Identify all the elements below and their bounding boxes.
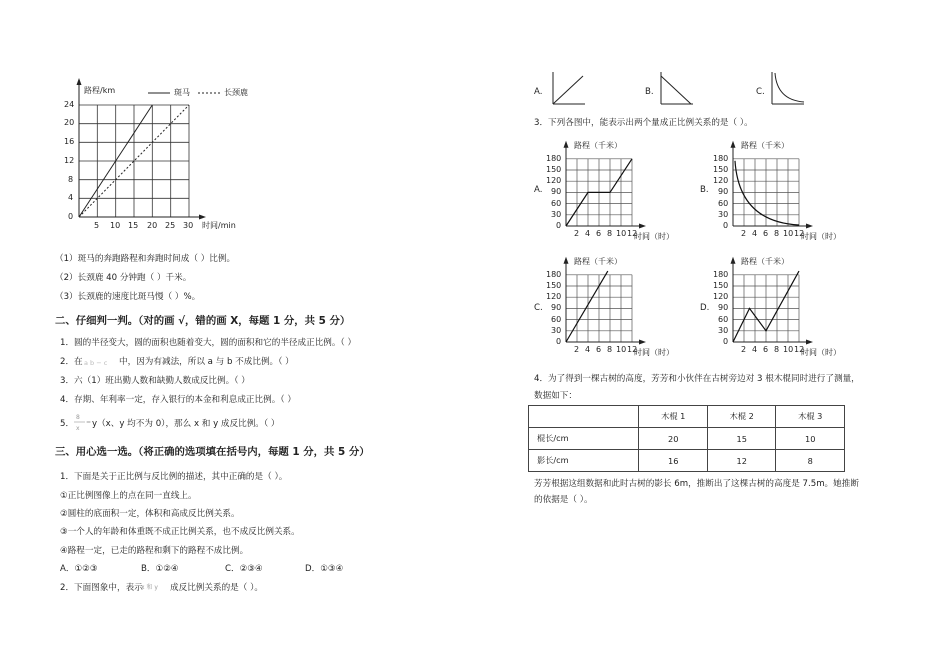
table-cell [529, 406, 639, 428]
graph-ytick: 30 [551, 209, 562, 219]
graph-xtick: 2 [741, 345, 747, 354]
graph-ytick: 90 [718, 303, 729, 313]
graph-xtick: 8 [607, 345, 613, 354]
choice-q1-stmt4: ④路程一定，已走的路程和剩下的路程不成比例。 [60, 546, 249, 556]
q4-line2: 数据如下： [534, 391, 577, 401]
judge-item-4: 4．存期、年利率一定，存入银行的本金和利息成正比例。（ ） [60, 395, 296, 405]
graph-xtick: 8 [774, 345, 780, 354]
graph-ytick: 150 [546, 281, 562, 290]
choice-q1-stmt2: ②圆柱的底面积一定，体积和高成反比例关系。 [60, 509, 240, 519]
graph-ytick: 90 [551, 303, 562, 313]
ytick-label: 20 [64, 118, 75, 127]
graph-ytick: 120 [713, 292, 729, 302]
q4-line1: 4．为了得到一棵古树的高度，芳芳和小伙伴在古树旁边对 3 根木棍同时进行了测量， [534, 374, 860, 384]
graph-ytick: 180 [546, 269, 562, 279]
graph-xlabel: 时间（时） [634, 348, 674, 357]
graph-xtick: 2 [574, 345, 580, 354]
q1-sub3: （3）长颈鹿的速度比斑马慢（ ）%。 [55, 292, 201, 302]
graph-ytick: 60 [718, 198, 729, 208]
table-cell: 影长/cm [529, 450, 639, 472]
svg-text:x: x [76, 425, 80, 432]
legend-giraffe-label: 长颈鹿 [224, 88, 248, 97]
judge-item-1: 1．圆的半径变大，圆的面积也随着变大，圆的面积和它的半径成正比例。（ ） [60, 338, 357, 348]
section2-title: 二、仔细判一判。（对的画 √，错的画 X，每题 1 分，共 5 分） [55, 315, 351, 327]
graph-letter-1: B. [700, 185, 709, 195]
graph-xtick: 10 [783, 229, 794, 238]
choice-q2a: 2．下面图象中，表示 [60, 583, 143, 593]
graph-xtick: 6 [596, 229, 602, 238]
table-cell: 20 [639, 428, 708, 450]
graph-xtick: 12 [627, 345, 638, 354]
graph-xtick: 12 [794, 229, 805, 238]
graph-title: 路程（千米） [574, 140, 622, 150]
graph-ytick: 30 [718, 209, 729, 219]
graph-title: 路程（千米） [574, 256, 622, 266]
svg-text:a b − c: a b − c [84, 359, 108, 367]
choice-option-b: B．①②④ [141, 564, 179, 574]
ytick-label: 4 [68, 193, 74, 202]
graph-xtick: 4 [752, 345, 758, 354]
graph-ytick: 150 [713, 165, 729, 174]
choice-q1-stmt1: ①正比例图像上的点在同一直线上。 [60, 491, 197, 501]
xtick-label: 20 [147, 221, 158, 230]
graph-xtick: 10 [616, 229, 627, 238]
graph-letter-0: A. [534, 185, 543, 195]
graph-xlabel: 时间（时） [801, 348, 841, 357]
table-row [529, 428, 845, 450]
table-row [529, 406, 845, 428]
table-cell: 棍长/cm [529, 428, 639, 450]
choice-option-d: D．①③④ [305, 564, 344, 574]
graph-xlabel: 时间（时） [634, 232, 674, 241]
graph-ytick: 90 [718, 187, 729, 197]
graph-ytick: 150 [713, 281, 729, 290]
graph-title: 路程（千米） [741, 140, 789, 150]
chart-xlabel: 时间/min [202, 221, 236, 230]
judge-item-5b: y（x、y 均不为 0），那么 x 和 y 成反比例。（ ） [92, 419, 280, 429]
choice-q1: 1．下面是关于正比例与反比例的描述，其中正确的是（ ）。 [60, 472, 288, 482]
ytick-label: 8 [68, 175, 74, 184]
graph-xtick: 10 [783, 345, 794, 354]
graph-xtick: 6 [763, 229, 769, 238]
choice-q1-stmt3: ③一个人的年龄和体重既不成正比例关系，也不成反比例关系。 [60, 527, 300, 537]
graph-xtick: 8 [607, 229, 613, 238]
graph-ytick: 0 [556, 337, 562, 346]
graph-ytick: 0 [556, 221, 562, 230]
graph-ytick: 0 [723, 221, 729, 230]
option-a-label: A. [534, 87, 543, 97]
graph-xtick: 6 [763, 345, 769, 354]
table-row [529, 450, 845, 472]
option-c-label: C. [756, 87, 765, 97]
q1-sub1: （1）斑马的奔跑路程和奔跑时间成（ ）比例。 [55, 254, 236, 264]
xtick-label: 15 [128, 221, 139, 230]
choice-q3: 3．下列各图中，能表示出两个量成正比例关系的是（ ）。 [534, 118, 753, 128]
choice-option-a: A．①②③ [60, 564, 98, 574]
judge-item-3: 3．六（1）班出勤人数和缺勤人数成反比例。（ ） [60, 376, 250, 386]
option-b-label: B. [645, 87, 654, 97]
graph-xlabel: 时间（时） [801, 232, 841, 241]
ytick-label: 16 [64, 137, 75, 146]
ytick-label: 24 [64, 100, 75, 109]
table-cell: 15 [707, 428, 776, 450]
ytick-label: 12 [64, 156, 75, 165]
table-header: 木棍 3 [776, 406, 845, 428]
chart-ylabel: 路程/km [84, 86, 116, 95]
svg-text:x 和 y: x 和 y [141, 584, 158, 591]
svg-text:=: = [86, 419, 92, 426]
svg-text:8: 8 [76, 414, 80, 421]
judge-item-5a: 5． [60, 419, 75, 429]
graph-xtick: 6 [596, 345, 602, 354]
judge-item-2a: 2．在 [60, 357, 83, 367]
graph-ytick: 180 [713, 269, 729, 279]
graph-letter-2: C. [534, 303, 543, 313]
graph-ytick: 0 [723, 337, 729, 346]
graph-ytick: 30 [551, 325, 562, 335]
table-header: 木棍 2 [707, 406, 776, 428]
q4-line3: 芳芳根据这组数据和此时古树的影长 6m，推断出了这棵古树的高度是 7.5m。她推断 [534, 479, 859, 489]
xtick-label: 10 [110, 221, 121, 230]
q4-line4: 的依据是（ ）。 [534, 495, 593, 505]
graph-xtick: 2 [741, 229, 747, 238]
legend-zebra-label: 斑马 [174, 88, 190, 97]
choice-option-c: C．②③④ [225, 564, 263, 574]
graph-title: 路程（千米） [741, 256, 789, 266]
xtick-label: 30 [183, 221, 194, 230]
graph-xtick: 4 [752, 229, 758, 238]
graph-ytick: 60 [551, 198, 562, 208]
graph-ytick: 30 [718, 325, 729, 335]
graph-xtick: 4 [585, 345, 591, 354]
choice-q2b: 成反比例关系的是（ ）。 [170, 583, 263, 593]
graph-ytick: 60 [551, 314, 562, 324]
judge-item-2b: 中，因为有减法，所以 a 与 b 不成比例。（ ） [119, 357, 294, 367]
stick-table [528, 405, 845, 472]
graph-xtick: 12 [627, 229, 638, 238]
xtick-label: 5 [94, 221, 100, 230]
q1-sub2: （2）长颈鹿 40 分钟跑（ ）千米。 [55, 273, 192, 283]
table-cell: 8 [776, 450, 845, 472]
table-cell: 16 [639, 450, 708, 472]
graph-xtick: 12 [794, 345, 805, 354]
graph-ytick: 150 [546, 165, 562, 174]
xtick-label: 25 [165, 221, 176, 230]
section3-title: 三、用心选一选。（将正确的选项填在括号内，每题 1 分，共 5 分） [55, 446, 370, 458]
graph-xtick: 10 [616, 345, 627, 354]
graph-xtick: 2 [574, 229, 580, 238]
table-cell: 10 [776, 428, 845, 450]
table-cell: 12 [707, 450, 776, 472]
graph-ytick: 90 [551, 187, 562, 197]
graph-ytick: 180 [713, 153, 729, 163]
ytick-label: 0 [68, 212, 74, 221]
table-header: 木棍 1 [639, 406, 708, 428]
graph-ytick: 120 [713, 176, 729, 186]
graph-xtick: 8 [774, 229, 780, 238]
graph-letter-3: D. [700, 303, 710, 313]
graph-ytick: 180 [546, 153, 562, 163]
graph-ytick: 60 [718, 314, 729, 324]
graph-ytick: 120 [546, 176, 562, 186]
graph-xtick: 4 [585, 229, 591, 238]
graph-ytick: 120 [546, 292, 562, 302]
